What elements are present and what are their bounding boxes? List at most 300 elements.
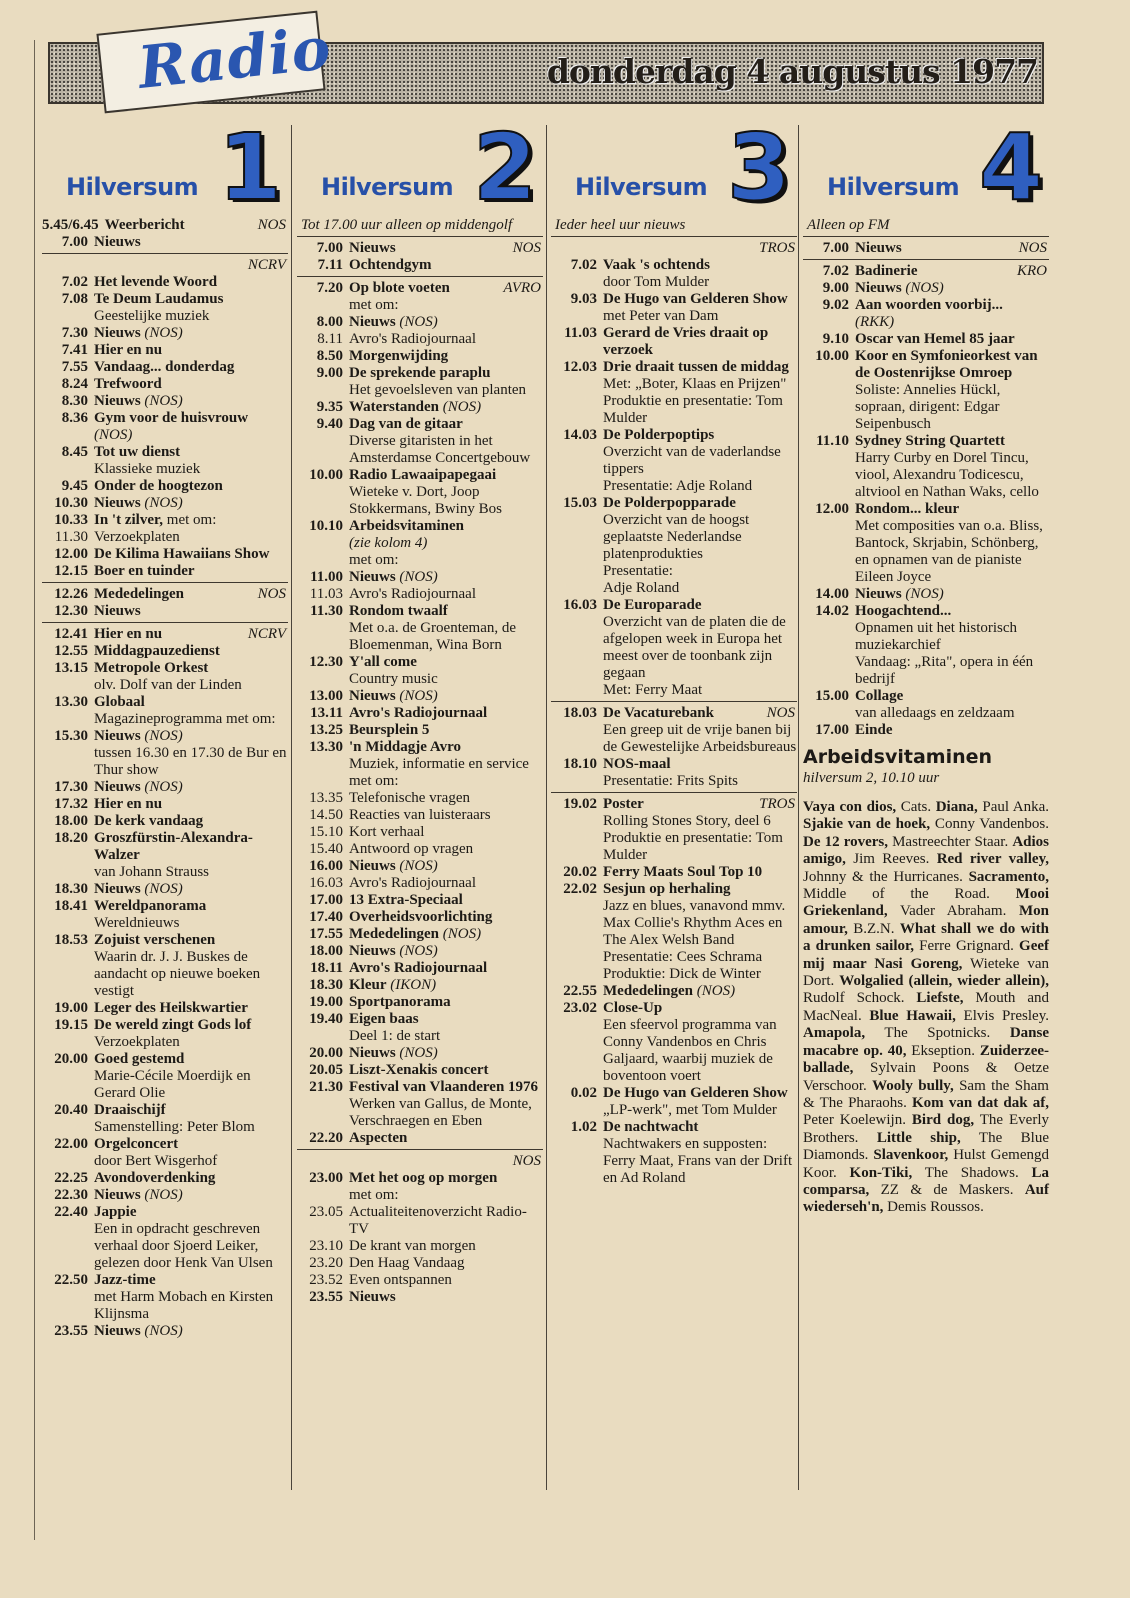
program-time: 12.26 [54,586,88,602]
program-title: Avro's Radiojournaal [349,875,476,891]
song-title: Little ship, [876,1129,961,1146]
program-entry [803,501,1049,586]
program-body [349,603,543,654]
program-title: Koor en Symfonieorkest van de Oostenrijkse Omroep [855,348,1038,381]
program-entry [803,297,1049,331]
program-body [94,626,288,643]
broadcaster-label: NOS [512,240,541,256]
program-body [105,217,288,234]
program-title: Nieuws [94,1323,141,1339]
program-body [603,257,797,291]
program-body [855,722,1049,739]
program-description: Wieteke v. Dort, Joop Stokkermans, Bwiny Bos [349,484,502,517]
program-entry [42,393,288,410]
program-title: De Vacaturebank [603,705,714,721]
program-body [94,546,288,563]
program-entry [551,257,797,291]
program-body [94,603,288,620]
program-title-line [94,796,288,813]
box-subtitle: hilversum 2, 10.10 uur [803,770,940,786]
program-title-line [94,563,288,580]
program-title: Nieuws [94,603,141,619]
program-note: (NOS) [144,728,183,744]
program-title-line [94,234,288,251]
program-description: Presentatie: Adje Roland [603,478,753,494]
program-title: Nieuws [349,1045,396,1061]
program-body [94,444,288,478]
program-title: Vaak 's ochtends [603,257,710,273]
program-time: 18.20 [54,830,88,846]
program-title: De Polderpopparade [603,495,736,511]
program-entry [42,291,288,325]
program-body [349,909,543,926]
program-title-line [603,705,797,722]
program-note: (NOS) [94,427,133,443]
song-title: Red river valley, [936,851,1049,868]
program-entry [297,977,543,994]
program-entry [42,359,288,376]
program-title: Wereldpanorama [94,898,207,914]
program-title: Aan woorden voorbij... [855,297,1003,313]
program-title: Badinerie [855,263,918,279]
program-body [349,875,543,892]
program-title-line [349,416,543,433]
program-title: Avro's Radiojournaal [349,960,488,976]
program-title: De nachtwacht [603,1119,699,1135]
program-entry [42,342,288,359]
program-time: 19.00 [309,994,343,1010]
program-title: Nieuws [855,240,902,256]
program-title-line [94,1102,288,1119]
program-description: Produktie: Dick de Winter [603,966,761,982]
program-time: 22.55 [563,983,597,999]
divider [42,253,288,254]
program-time: 8.00 [316,314,343,330]
page-date: donderdag 4 augustus 1977 [546,52,1038,91]
program-title-line [349,365,543,382]
program-title-line [603,427,797,444]
program-body [94,274,288,291]
program-entry [297,994,543,1011]
program-description: Muziek, informatie en service met om: [349,756,529,789]
program-entry [297,365,543,399]
program-time: 20.00 [309,1045,343,1061]
channel-column-3 [551,125,797,1187]
program-time: 8.50 [316,348,343,364]
program-time: 7.00 [316,240,343,256]
program-time: 7.30 [61,325,88,341]
song-title: Geef mij maar Nasi Goreng, [803,938,1050,972]
program-note: (NOS) [144,325,183,341]
program-title-line [603,495,797,512]
program-entry [42,603,288,620]
program-title-line [105,217,288,234]
program-title: Rondom twaalf [349,603,448,619]
program-title: Hier en nu [94,796,163,812]
program-entry [551,881,797,983]
program-time: 17.00 [815,722,849,738]
program-title: De Hugo van Gelderen Show [603,291,788,307]
program-body [349,280,543,314]
program-description: „LP-werk", met Tom Mulder [603,1102,777,1118]
program-entry [297,518,543,569]
channel-column-4 [803,125,1049,1217]
program-title-line [94,728,288,745]
program-time: 16.03 [309,875,343,891]
program-time: 8.11 [317,331,343,347]
program-title-rest: met om: [163,512,217,528]
program-entry [297,1130,543,1147]
program-entry [803,263,1049,280]
program-title-line [94,1272,288,1289]
program-time: 9.00 [316,365,343,381]
program-time: 15.30 [54,728,88,744]
program-body [94,1170,288,1187]
program-time: 11.00 [310,569,343,585]
program-body [603,756,797,790]
program-body [349,722,543,739]
program-body [603,864,797,881]
program-title-line [94,359,288,376]
program-time: 8.45 [61,444,88,460]
column-intro: Alleen op FM [807,217,890,233]
program-time: 8.36 [61,410,88,426]
program-body [94,932,288,1000]
program-body [603,427,797,495]
program-body [349,348,543,365]
program-body [349,1170,543,1204]
program-body [349,399,543,416]
program-title-line [94,274,288,291]
program-description: met om: [349,1187,399,1203]
program-time: 18.41 [54,898,88,914]
program-title-line [94,1323,288,1340]
program-time: 8.30 [61,393,88,409]
program-title-line [94,1051,288,1068]
program-body [349,1130,543,1147]
program-body [94,643,288,660]
program-time: 19.15 [54,1017,88,1033]
program-description: Deel 1: de start [349,1028,441,1044]
program-title: Ferry Maats Soul Top 10 [603,864,763,880]
program-entry [297,841,543,858]
program-list [803,217,1049,739]
program-title: De krant van morgen [349,1238,476,1254]
program-title-line [94,1187,288,1204]
program-body [94,779,288,796]
program-entry [42,274,288,291]
broadcaster-label: NCRV [247,626,286,642]
program-title-line [349,1238,543,1255]
program-note: (NOS) [144,779,183,795]
program-title-line [349,1062,543,1079]
program-body [349,467,543,518]
program-time: 7.02 [61,274,88,290]
radio-logo: Radio [134,14,335,102]
channel-name: Hilversum [575,173,708,201]
song-title: What shall we do with a drunken sailor, [803,920,1049,955]
program-title-line [349,654,543,671]
program-description: Opnamen uit het historisch muziekarchief [855,620,1018,653]
program-title-line [349,960,543,977]
program-title-line [349,841,543,858]
program-entry [551,864,797,881]
program-body [349,824,543,841]
program-title: Met het oog op morgen [349,1170,498,1186]
divider [42,582,288,583]
program-entry [42,626,288,643]
program-time: 9.35 [316,399,343,415]
program-description: Met o.a. de Groenteman, de Bloemenman, Wina Born [349,620,517,653]
program-title: Nieuws [94,495,141,511]
program-entry [42,410,288,444]
song-artist: Mastreechter Staar. [887,833,1013,850]
program-title: Waterstanden [349,399,439,415]
program-title: Radio Lawaaipapegaai [349,467,497,483]
program-body [855,688,1049,722]
program-body [94,660,288,694]
program-title: Liszt-Xenakis concert [349,1062,489,1078]
program-entry [803,722,1049,739]
program-entry [551,359,797,427]
program-entry [42,660,288,694]
program-body [94,586,288,603]
program-body [349,705,543,722]
program-note: (NOS) [399,569,438,585]
program-title-line [94,546,288,563]
song-artist: Elvis Presley. [955,1007,1049,1024]
program-time: 10.00 [815,348,849,364]
song-artist: Sam the Sham & The Pharaohs. [803,1077,1049,1111]
program-entry [42,1102,288,1136]
program-description: Nachtwakers en supposten: [603,1136,768,1152]
program-entry [551,796,797,864]
program-description: met Peter van Dam [603,308,719,324]
program-title: Nieuws [349,314,396,330]
program-time: 17.40 [309,909,343,925]
program-title: Avro's Radiojournaal [349,705,488,721]
page-edge [34,40,35,1540]
column-intro: Tot 17.00 uur alleen op middengolf [301,217,513,233]
program-time: 22.50 [54,1272,88,1288]
program-title: Nieuws [94,728,141,744]
program-entry [297,722,543,739]
program-title-line [349,1170,543,1187]
program-title-line [603,796,797,813]
program-title-line [349,1272,543,1289]
channel-number: 3 [726,125,791,217]
program-title: Hoogachtend... [855,603,952,619]
program-title: Middagpauzedienst [94,643,220,659]
program-title: 13 Extra-Speciaal [349,892,463,908]
program-title-line [94,512,288,529]
program-entry [297,1062,543,1079]
program-entry [297,790,543,807]
program-title: Sydney String Quartett [855,433,1005,449]
program-title-line [94,1204,288,1221]
program-body [349,739,543,790]
program-description: met om: [349,297,399,313]
program-entry [297,280,543,314]
program-title: De Polderpoptips [603,427,715,443]
program-title: De kerk vandaag [94,813,204,829]
program-body [603,291,797,325]
program-time: 17.00 [309,892,343,908]
program-entry [551,495,797,597]
program-description: Geestelijke muziek [94,308,210,324]
program-time: 7.00 [822,240,849,256]
program-title: Mededelingen [603,983,693,999]
program-title: De Europarade [603,597,702,613]
program-time: 5.45/6.45 [42,217,99,233]
program-body [603,1000,797,1085]
program-entry [297,257,543,274]
program-note: (NOS) [144,393,183,409]
song-artist: Vader Abraham. [887,903,1019,920]
program-entry [42,830,288,881]
program-title: Nieuws [349,858,396,874]
box-title: Arbeidsvitaminen [803,746,993,768]
program-body [94,1187,288,1204]
program-entry [42,1323,288,1340]
song-title: Adios amigo, [803,833,1050,868]
program-body [94,1051,288,1102]
program-title-line [603,1119,797,1136]
program-title-line [94,1000,288,1017]
broadcaster-label: KRO [1017,263,1047,279]
program-title: Kleur [349,977,387,993]
program-entry [297,1272,543,1289]
program-time: 19.02 [563,796,597,812]
program-note: (NOS) [696,983,736,999]
program-entry [551,1119,797,1187]
program-entry [297,960,543,977]
program-time: 7.20 [316,280,343,296]
song-title: Wolgalied (allein, wieder allein), [839,973,1050,990]
program-note: (IKON) [390,977,437,993]
program-body [855,331,1049,348]
program-title-line [349,739,543,756]
program-title-line [855,263,1049,280]
program-note: (NOS) [144,881,183,897]
program-body [94,1323,288,1340]
program-entry [42,512,288,529]
program-title-line [603,257,797,274]
program-entry [42,813,288,830]
program-time: 7.41 [61,342,88,358]
program-time: 14.50 [309,807,343,823]
program-note: (NOS) [905,280,944,296]
program-entry [42,932,288,1000]
program-title: Collage [855,688,904,704]
program-description: van Johann Strauss [94,864,209,880]
program-entry [42,779,288,796]
program-body [603,881,797,983]
program-description: tussen 16.30 en 17.30 de Bur en Thur show [94,745,287,778]
song-title: Blue Hawaii, [869,1007,956,1024]
song-title: Diana, [935,799,978,815]
program-time: 23.52 [309,1272,343,1288]
song-artist: Wieteke van Dort. [803,955,1049,990]
broadcaster-label: NOS [257,217,286,233]
program-title-line [349,586,543,603]
column-divider [798,125,799,1490]
song-artist: Middle of the Road. [803,886,1016,903]
program-entry [42,586,288,603]
program-entry [297,858,543,875]
program-time: 14.00 [815,586,849,602]
song-title: Bird dog, [911,1112,975,1129]
program-time: 11.03 [309,586,343,602]
program-title-line [349,399,543,416]
broadcaster-label: TROS [759,240,795,256]
program-time: 14.03 [563,427,597,443]
program-time: 19.00 [54,1000,88,1016]
broadcaster-label: NCRV [247,257,286,273]
song-artist: The Blue Diamonds. [803,1129,1049,1164]
program-note: (NOS) [442,399,482,415]
channel-heading [297,125,543,217]
program-time: 23.10 [309,1238,343,1254]
program-entry [551,427,797,495]
program-title-line [349,603,543,620]
song-title: Slavenkoor, [873,1147,949,1164]
program-body [349,1079,543,1130]
program-title: Boer en tuinder [94,563,195,579]
program-description: Presentatie: Cees Schrama [603,949,763,965]
program-description: Met: „Boter, Klaas en Prijzen" [603,376,787,392]
program-body [94,813,288,830]
channel-heading [551,125,797,217]
song-title: Liefste, [916,990,964,1007]
program-note: (NOS) [399,1045,438,1061]
program-body [603,325,797,359]
program-list [42,217,288,1340]
program-body [94,376,288,393]
program-title-line [349,518,543,535]
divider [551,236,797,237]
program-title-line [94,898,288,915]
program-body [603,359,797,427]
song-artist: The Shadows. [912,1164,1032,1181]
program-body [349,1289,543,1306]
song-artist: Jim Reeves. [845,851,937,868]
program-title-line [349,348,543,365]
program-time: 21.30 [309,1079,343,1095]
program-entry [551,1000,797,1085]
program-description: van alledaags en zeldzaam [855,705,1015,721]
program-title: De Kilima Hawaiians Show [94,546,270,562]
song-artist: The Everly Brothers. [803,1112,1049,1146]
program-title-line [349,994,543,1011]
program-entry [551,705,797,756]
program-time: 12.30 [54,603,88,619]
program-title: Tot uw dienst [94,444,181,460]
program-body [94,410,288,444]
song-artist: Hulst Gemengd Koor. [803,1147,1049,1181]
song-artist: Demis Roussos. [883,1199,984,1216]
program-title-line [94,1017,288,1034]
divider [551,701,797,702]
song-artist: B.Z.N. [847,920,900,937]
program-entry [297,467,543,518]
program-title: Antwoord op vragen [349,841,474,857]
program-title-line [349,1255,543,1272]
program-title: Leger des Heilskwartier [94,1000,248,1016]
program-time: 15.00 [815,688,849,704]
song-artist: Conny Vandenbos. [930,816,1049,833]
program-title-line [855,240,1049,257]
